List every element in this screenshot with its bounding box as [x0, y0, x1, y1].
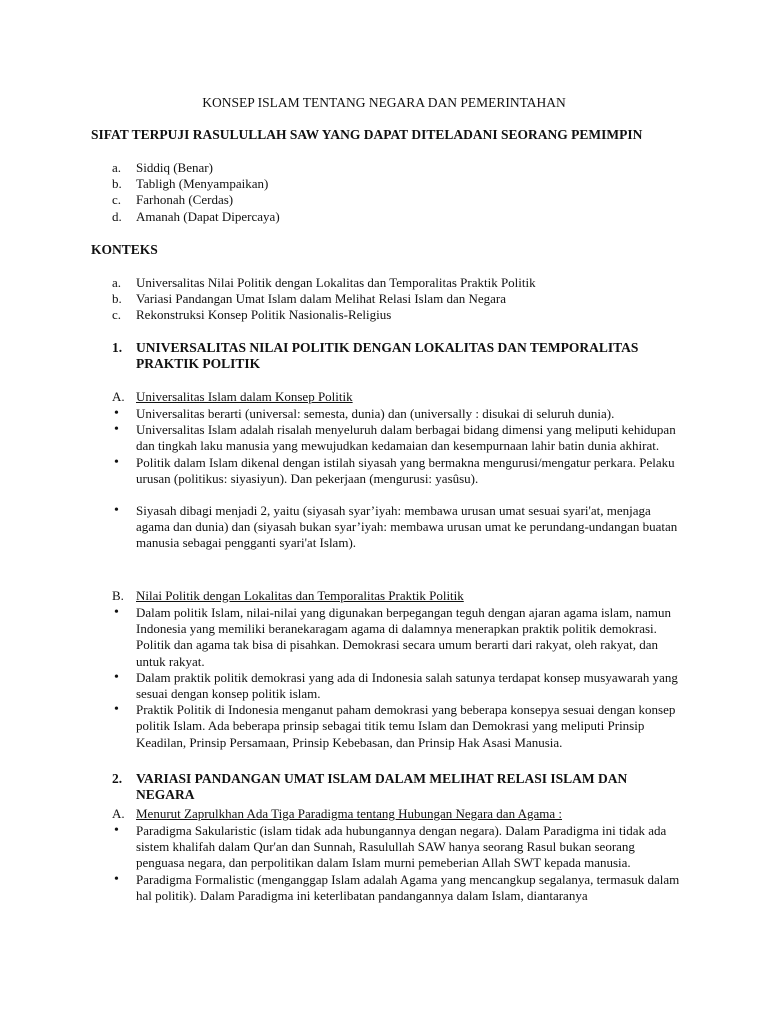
list-item — [112, 160, 682, 176]
subsection-title: Menurut Zaprulkhan Ada Tiga Paradigma tentang Hubungan Negara dan Agama : — [136, 806, 563, 821]
bullets-1b — [112, 605, 682, 751]
list-marker: a. — [112, 275, 122, 290]
bullet-icon: • — [114, 823, 119, 838]
bullet-item — [112, 422, 682, 454]
list-marker: b. — [112, 291, 122, 307]
subsection-title: Nilai Politik dengan Lokalitas dan Temporalitas Praktik Politik — [136, 588, 464, 603]
bullet-icon: • — [114, 702, 119, 718]
bullet-text: Dalam praktik politik demokrasi yang ada di Indonesia salah satunya terdapat konsep musyawarah yang sesuai dengan konsep politik islam. — [136, 669, 678, 702]
bullet-icon: • — [114, 454, 119, 470]
heading-konteks: KONTEKS — [91, 242, 158, 257]
list-item-text: Tabligh (Menyampaikan) — [136, 176, 269, 192]
list-marker: c. — [112, 307, 122, 323]
bullet-icon: • — [114, 422, 119, 438]
bullet-text: Dalam politik Islam, nilai-nilai yang digunakan berpegangan teguh dengan ajaran agama islam, namun Indonesia yang memiliki beranekaragam agama di dalamnya menerapkan praktik politik demokrasi. Politik dan agama tak bisa di pisahkan. Demokrasi secara umum berarti dari rakyat, oleh rakyat, dan untuk rakyat. — [136, 605, 671, 669]
section-title: VARIASI PANDANGAN UMAT ISLAM DALAM MELIHAT RELASI ISLAM DAN NEGARA — [136, 771, 628, 803]
bullet-item — [112, 503, 682, 552]
bullet-text: Paradigma Formalistic (menganggap Islam adalah Agama yang mencangkup segalanya, termasuk dalam hal politik). Dalam Paradigma ini keterlibatan pandangannya dalam Islam, diantaranya — [136, 871, 680, 903]
list-sifat — [112, 160, 682, 225]
bullet-icon: • — [114, 605, 119, 620]
list-item-text: Variasi Pandangan Umat Islam dalam Melihat Relasi Islam dan Negara — [136, 291, 507, 307]
bullets-2a — [112, 823, 682, 904]
list-marker: c. — [112, 192, 122, 208]
subsection-1b-title — [112, 588, 464, 604]
bullet-item — [112, 605, 682, 670]
list-item-text: Universalitas Nilai Politik dengan Lokalitas dan Temporalitas Praktik Politik — [136, 275, 536, 290]
list-item — [112, 291, 682, 307]
bullet-item — [112, 702, 682, 751]
list-item — [112, 209, 682, 225]
bullet-icon: • — [114, 669, 119, 685]
bullet-icon: • — [114, 871, 119, 887]
list-konteks — [112, 275, 682, 324]
subsection-1a-title — [112, 389, 353, 405]
document-title: KONSEP ISLAM TENTANG NEGARA DAN PEMERINTAHAN — [202, 95, 566, 110]
bullet-text: Praktik Politik di Indonesia menganut paham demokrasi yang beberapa konsepya sesuai dengan konsep politik Islam. Ada beberapa prinsip sebagai titik temu Islam dan Demokrasi yang meliputi Prinsip Keadilan, Prinsip Persamaan, Prinsip Kebebasan, dan Prinsip Hak Asasi Manusia. — [136, 702, 676, 750]
bullet-icon: • — [114, 503, 119, 519]
bullet-text: Paradigma Sakularistic (islam tidak ada hubungannya dengan negara). Dalam Paradigma ini tidak ada sistem khalifah dalam Qur'an dan Sunnah, Rasulullah SAW hanya seorang Rasul bukan seorang penguasa negara, dan perpolitikan dalam Islam murni pemeberian Allah SWT kepada manusia. — [136, 823, 667, 871]
subsection-2a-title — [112, 806, 562, 822]
list-item — [112, 307, 682, 323]
bullets-1a — [112, 406, 682, 552]
list-marker: b. — [112, 176, 122, 192]
subsection-marker: A. — [112, 389, 125, 404]
list-item-text: Amanah (Dapat Dipercaya) — [136, 208, 280, 224]
section-number: 2. — [112, 771, 123, 786]
list-item-text: Rekonstruksi Konsep Politik Nasionalis-Religius — [136, 307, 392, 323]
bullet-item — [112, 823, 682, 872]
list-item — [112, 176, 682, 192]
bullet-text: Politik dalam Islam dikenal dengan istilah siyasah yang bermakna mengurusi/mengatur perkara. Pelaku urusan (politikus: siyasiyun). Dan pekerjaan (mengurusi: yasûsu). — [136, 454, 675, 486]
section-2-heading — [112, 771, 672, 803]
list-item-text: Farhonah (Cerdas) — [136, 192, 234, 208]
list-item — [112, 192, 682, 208]
subsection-marker: B. — [112, 588, 124, 603]
list-marker: d. — [112, 208, 122, 224]
bullet-item — [112, 872, 682, 904]
heading-sifat: SIFAT TERPUJI RASULULLAH SAW YANG DAPAT DITELADANI SEORANG PEMIMPIN — [91, 127, 643, 142]
section-title: UNIVERSALITAS NILAI POLITIK DENGAN LOKALITAS DAN TEMPORALITAS PRAKTIK POLITIK — [136, 340, 639, 372]
bullet-item — [112, 406, 682, 422]
bullet-icon: • — [114, 406, 119, 421]
list-marker: a. — [112, 160, 122, 175]
bullet-text: Universalitas Islam adalah risalah menyeluruh dalam berbagai bidang dimensi yang meliputi kehidupan dan tingkah laku manusia yang mewujudkan kedamaian dan kesempurnaan lahir batin dunia akhirat. — [136, 422, 676, 454]
list-item — [112, 275, 682, 291]
list-item-text: Siddiq (Benar) — [136, 160, 213, 175]
subsection-marker: A. — [112, 806, 125, 821]
subsection-title: Universalitas Islam dalam Konsep Politik — [136, 389, 353, 404]
bullet-text: Siyasah dibagi menjadi 2, yaitu (siyasah syar’iyah: membawa urusan umat sesuai syari'at, menjaga agama dan dunia) dan (siyasah bukan syar’iyah: membawa urusan umat ke perundang-undangan buatan manusia sebagai pengganti syari'at Islam). — [136, 503, 678, 551]
bullet-text: Universalitas berarti (universal: semesta, dunia) dan (universally : disukai di seluruh dunia). — [136, 406, 615, 421]
section-1-heading — [112, 340, 672, 372]
section-number: 1. — [112, 340, 123, 355]
bullet-item — [112, 670, 682, 702]
bullet-item — [112, 455, 682, 487]
